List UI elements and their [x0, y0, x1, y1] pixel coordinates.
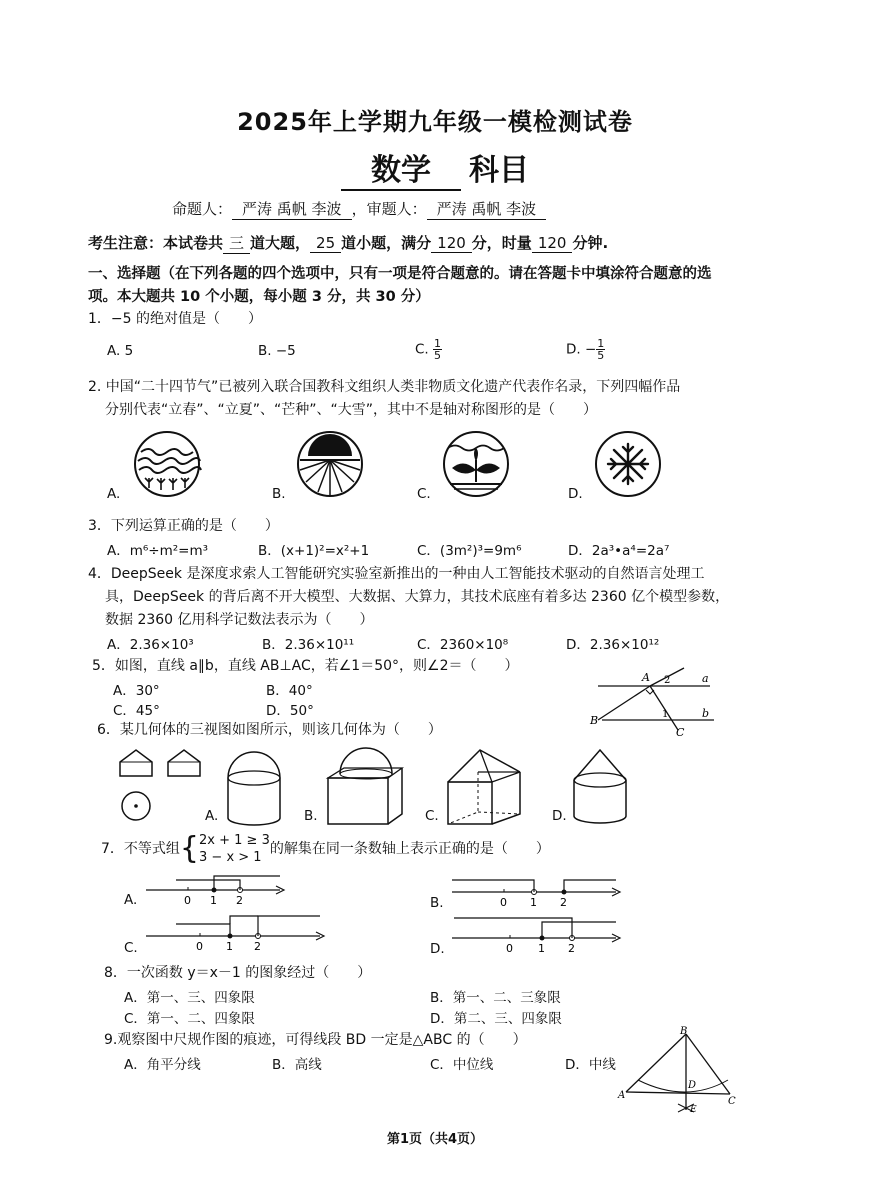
- q7-brace: {: [179, 831, 200, 866]
- q5-option-c: C．45°: [113, 703, 160, 719]
- q3-stem: 3．下列运算正确的是（ ）: [88, 518, 279, 534]
- exam-title: 2025年上学期九年级一模检测试卷: [237, 108, 633, 136]
- author-names: 严涛 禹帆 李波: [232, 198, 352, 220]
- author-label: 命题人：: [172, 200, 233, 218]
- q6-option-b: B.: [304, 808, 318, 824]
- q7-ineq2: 3 − x > 1: [199, 850, 262, 865]
- q9-label-D: D: [688, 1080, 697, 1091]
- q5-label-B: B: [590, 714, 599, 727]
- q7-numberline-c: [146, 912, 326, 952]
- q9-option-c: C．中位线: [430, 1057, 494, 1073]
- q7c-tick-0: 0: [196, 940, 203, 953]
- q7-stem: [101, 832, 550, 866]
- q7d-tick-2: 2: [568, 942, 575, 955]
- q7a-tick-0: 0: [184, 894, 191, 907]
- solar-term-snow-image: [594, 430, 662, 498]
- q9-option-b: B．高线: [272, 1057, 322, 1073]
- notice-time: 120: [532, 234, 573, 253]
- q7-system: [199, 832, 270, 866]
- q1-c-fraction: [433, 338, 442, 361]
- q2-line1: 2. 中国“二十四节气”已被列入联合国教科文组织人类非物质文化遗产代表作名录，下列四幅作品: [88, 379, 681, 395]
- q7d-tick-0: 0: [506, 942, 513, 955]
- q6-solid-a: [224, 748, 286, 832]
- q5-stem: 5．如图，直线 a∥b，直线 AB⊥AC，若∠1＝50°，则∠2＝（ ）: [92, 658, 519, 674]
- q1-option-b: B. −5: [258, 343, 296, 359]
- q1-c-num: 1: [434, 337, 442, 350]
- q3-option-c: C．(3m²)³=9m⁶: [417, 543, 522, 559]
- q6-option-c: C.: [425, 808, 439, 824]
- q5-label-C: C: [676, 726, 685, 739]
- subject-suffix: 科目: [469, 153, 529, 188]
- q6-solid-b: [326, 748, 406, 832]
- q2-option-d: D.: [568, 486, 583, 502]
- q6-three-views-figure: [118, 748, 210, 832]
- q7-numberline-d: [452, 914, 622, 954]
- solar-term-summer-image: [296, 430, 364, 498]
- q9-construction-figure: [616, 1024, 746, 1116]
- q1-option-a: A. 5: [107, 343, 134, 359]
- q4-line3: 数据 2360 亿用科学记数法表示为（ ）: [105, 612, 374, 628]
- q7a-tick-2: 2: [236, 894, 243, 907]
- q7-suffix: 的解集在同一条数轴上表示正确的是（ ）: [269, 841, 550, 857]
- q9-label-A: A: [618, 1090, 626, 1101]
- q7-option-a: A.: [124, 892, 138, 908]
- q5-label-b: b: [702, 707, 710, 720]
- q9-option-d: D．中线: [565, 1057, 616, 1073]
- q7-numberline-b: [452, 872, 622, 912]
- q1-stem: 1．−5 的绝对值是（ ）: [88, 311, 262, 327]
- q2-option-c: C.: [417, 486, 431, 502]
- q5-angle-2: 2: [664, 675, 671, 686]
- q9-label-E: E: [690, 1105, 697, 1115]
- q5-parallel-lines-figure: [584, 664, 720, 740]
- q1-option-d: [566, 338, 605, 361]
- notice-t3: 分，时量: [471, 234, 532, 252]
- q7a-tick-1: 1: [210, 894, 217, 907]
- solar-term-grain-image: [442, 430, 510, 498]
- notice-t2: 道小题，满分: [341, 234, 432, 252]
- q7-ineq1: 2x + 1 ≥ 3: [199, 833, 270, 848]
- q7-option-c: C.: [124, 940, 138, 956]
- q7c-tick-1: 1: [226, 940, 233, 953]
- q4-option-c: C．2360×10⁸: [417, 637, 509, 653]
- q7b-tick-0: 0: [500, 896, 507, 909]
- q2-line2: 分别代表“立春”、“立夏”、“芒种”、“大雪”，其中不是轴对称图形的是（ ）: [105, 402, 598, 418]
- q5-option-a: A．30°: [113, 683, 160, 699]
- authors-line: [172, 198, 546, 220]
- q4-line1: 4．DeepSeek 是深度求索人工智能研究实验室新推出的一种由人工智能技术驱动的自然语言处理工: [88, 566, 705, 582]
- solar-term-spring-image: [133, 430, 201, 498]
- q1-c-den: 5: [434, 349, 442, 362]
- q1-d-den: 5: [597, 349, 605, 362]
- q9-option-a: A．角平分线: [124, 1057, 201, 1073]
- q1-c-label: C.: [415, 341, 429, 358]
- q7b-tick-2: 2: [560, 896, 567, 909]
- q3-option-b: B．(x+1)²=x²+1: [258, 543, 370, 559]
- q7d-tick-1: 1: [538, 942, 545, 955]
- q6-option-a: A.: [205, 808, 219, 824]
- reviewer-label: ，审题人：: [351, 200, 427, 218]
- q8-option-d: D．第二、三、四象限: [430, 1011, 562, 1027]
- q5-label-A: A: [642, 671, 650, 684]
- notice-sections: 三: [223, 232, 250, 254]
- q4-option-d: D．2.36×10¹²: [566, 637, 660, 653]
- subject-name: 数学: [341, 145, 461, 191]
- reviewer-names: 严涛 禹帆 李波: [427, 198, 547, 220]
- section1-line2: 项。本大题共 10 个小题，每小题 3 分，共 30 分）: [88, 289, 430, 305]
- q9-stem: 9.观察图中尺规作图的痕迹，可得线段 BD 一定是△ABC 的（ ）: [104, 1032, 527, 1048]
- q7-prefix: 7．不等式组: [101, 841, 180, 857]
- q8-option-a: A．第一、三、四象限: [124, 990, 255, 1006]
- q9-label-B: B: [680, 1026, 688, 1037]
- notice-t1: 道大题，: [250, 234, 311, 252]
- q3-option-a: A．m⁶÷m²=m³: [107, 543, 209, 559]
- notice-score: 120: [431, 234, 472, 253]
- q8-option-c: C．第一、二、四象限: [124, 1011, 255, 1027]
- q1-option-c: [415, 338, 442, 361]
- q6-stem: 6．某几何体的三视图如图所示，则该几何体为（ ）: [97, 722, 442, 738]
- q3-option-d: D．2a³•a⁴=2a⁷: [568, 543, 670, 559]
- q7b-tick-1: 1: [530, 896, 537, 909]
- notice-questions: 25: [310, 234, 341, 253]
- q9-label-C: C: [728, 1096, 736, 1107]
- q1-d-num: 1: [597, 337, 605, 350]
- q7-option-b: B.: [430, 895, 444, 911]
- q8-stem: 8．一次函数 y＝x－1 的图象经过（ ）: [104, 965, 372, 981]
- q7c-tick-2: 2: [254, 940, 261, 953]
- q7-numberline-a: [146, 870, 286, 910]
- q2-option-b: B.: [272, 486, 286, 502]
- page-footer: 第1页（共4页）: [386, 1132, 484, 1147]
- q4-option-a: A．2.36×10³: [107, 637, 194, 653]
- notice-label: 考生注意：本试卷共: [88, 234, 224, 252]
- notice-t4: 分钟.: [572, 234, 609, 252]
- q1-d-fraction: [596, 338, 605, 361]
- subject-line: [0, 145, 870, 191]
- q4-option-b: B．2.36×10¹¹: [262, 637, 355, 653]
- q5-angle-1: 1: [662, 709, 669, 720]
- section1-line1: 一、选择题（在下列各题的四个选项中，只有一项是符合题意的。请在答题卡中填涂符合题意的选: [88, 266, 712, 282]
- q5-label-a: a: [702, 672, 709, 685]
- q4-line2: 具，DeepSeek 的背后离不开大模型、大数据、大算力，其技术底座有着多达 2360 亿个模型参数，: [105, 589, 730, 605]
- q6-option-d: D.: [552, 808, 567, 824]
- q6-solid-c: [444, 748, 524, 832]
- q6-solid-d: [570, 748, 632, 832]
- q1-d-label: D. −: [566, 341, 597, 358]
- q7-option-d: D.: [430, 941, 445, 957]
- exam-notice: [88, 232, 608, 254]
- q5-option-b: B．40°: [266, 683, 313, 699]
- q8-option-b: B．第一、二、三象限: [430, 990, 561, 1006]
- q5-option-d: D．50°: [266, 703, 314, 719]
- q2-option-a: A.: [107, 486, 121, 502]
